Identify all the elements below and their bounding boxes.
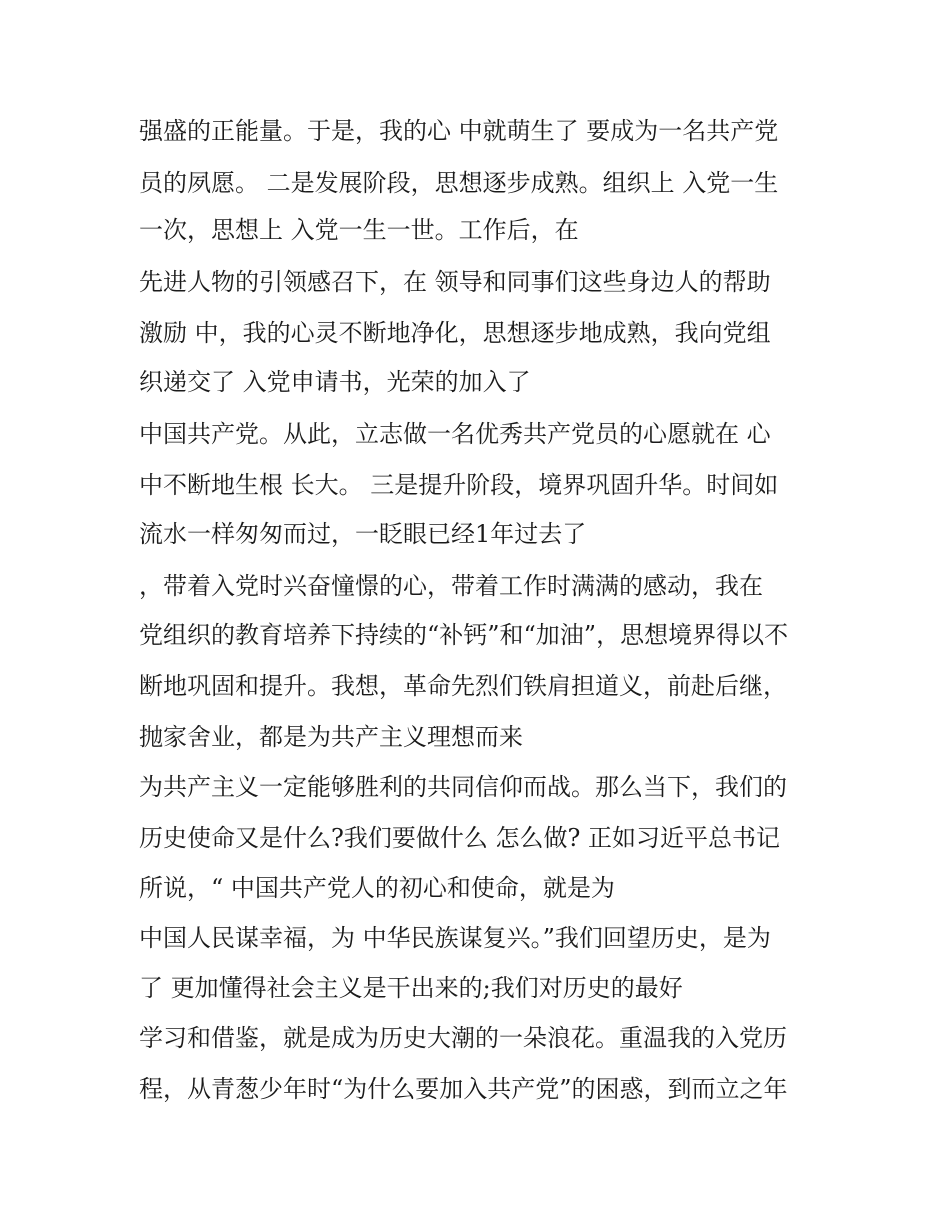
text-line: 中国人民谋幸福，为 中华民族谋复兴。”我们回望历史，是为 <box>139 924 771 952</box>
text-line: 了 更加懂得社会主义是干出来的;我们对历史的最好 <box>139 974 683 1002</box>
text-line: 为共产主义一定能够胜利的共同信仰而战。那么当下，我们的 <box>139 773 787 801</box>
text-line: 员的夙愿。 二是发展阶段，思想逐步成熟。组织上 入党一生 <box>139 169 779 197</box>
text-line: 党组织的教育培养下持续的“补钙”和“加油”，思想境界得以不 <box>139 621 789 649</box>
text-line: 强盛的正能量。于是，我的心 中就萌生了 要成为一名共产党 <box>139 117 779 145</box>
text-line: 学习和借鉴，就是成为历史大潮的一朵浪花。重温我的入党历 <box>139 1024 787 1052</box>
text-line: 一次，思想上 入党一生一世。工作后，在 <box>139 216 579 244</box>
text-line: 激励 中，我的心灵不断地净化，思想逐步地成熟，我向党组 <box>139 319 771 347</box>
text-line: 织递交了 入党申请书，光荣的加入了 <box>139 368 531 396</box>
text-line: 断地巩固和提升。我想，革命先烈们铁肩担道义，前赴后继， <box>139 672 787 700</box>
text-line: 流水一样匆匆而过，一眨眼已经1年过去了 <box>139 520 587 548</box>
text-line: 抛家舍业，都是为共产主义理想而来 <box>139 723 523 751</box>
text-line: 所说，“ 中国共产党人的初心和使命，就是为 <box>139 874 615 902</box>
text-line: 历史使命又是什么?我们要做什么 怎么做? 正如习近平总书记 <box>139 824 780 852</box>
text-line: 程，从青葱少年时“为什么要加入共产党”的困惑，到而立之年 <box>139 1075 788 1103</box>
text-line: ，带着入党时兴奋憧憬的心，带着工作时满满的感动，我在 <box>139 572 763 600</box>
text-line: 中不断地生根 长大。 三是提升阶段，境界巩固升华。时间如 <box>139 471 779 499</box>
text-line: 先进人物的引领感召下，在 领导和同事们这些身边人的帮助 <box>139 268 771 296</box>
text-line: 中国共产党。从此，立志做一名优秀共产党员的心愿就在 心 <box>139 420 771 448</box>
